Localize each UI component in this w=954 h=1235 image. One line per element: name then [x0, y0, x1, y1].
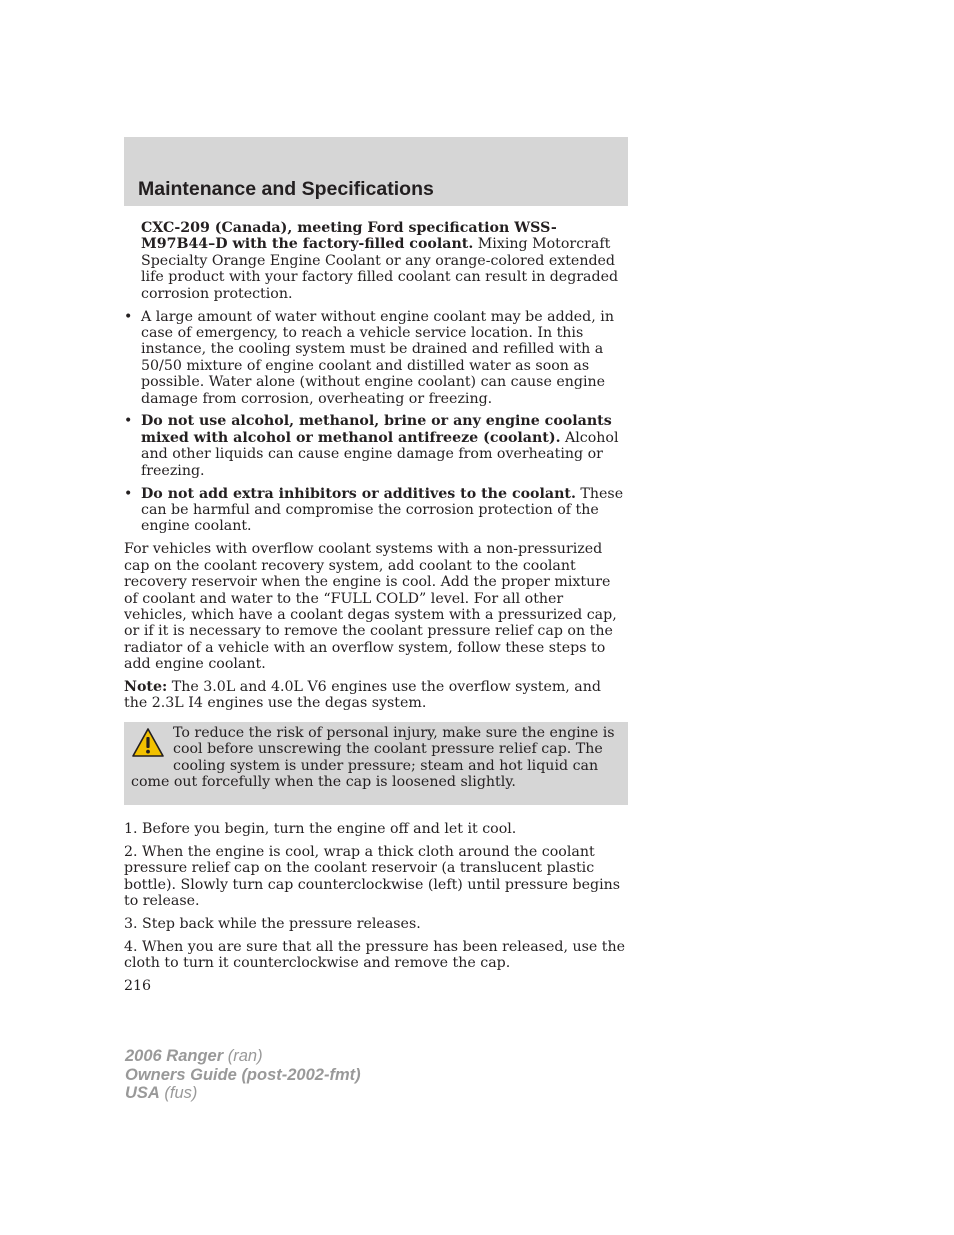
bullet-item	[124, 413, 628, 479]
bullet-text: Alcohol and other liquids can cause engine damage from overheating or freezing.	[141, 429, 619, 479]
footer-model: 2006 Ranger	[125, 1047, 224, 1065]
footer-line-1	[125, 1047, 361, 1066]
section-title: Maintenance and Specifications	[138, 178, 434, 200]
bullet-text: A large amount of water without engine coolant may be added, in case of emergency, to reach a vehicle service location. In this instance, the cooling system must be drained and refilled with a 50/50 mixture of engine coolant and distilled water as soon as possible. Water alone (without engine coolant) can cause engine damage from corrosion, overheating or freezing.	[141, 308, 614, 407]
note-label: Note:	[124, 679, 168, 696]
step-item: 3. Step back while the pressure releases.	[124, 916, 421, 933]
bullet-symbol: •	[124, 308, 133, 325]
footer-model-code: (ran)	[223, 1047, 263, 1065]
warning-text: To reduce the risk of personal injury, make sure the engine is cool before unscrewing the coolant pressure relief cap. The cooling system is under pressure; steam and hot liquid can come out forcefully when the cap is loosened slightly.	[131, 724, 615, 791]
footer-guide: Owners Guide (post-2002-fmt)	[125, 1065, 361, 1084]
warning-box	[124, 722, 628, 805]
bullet-bold-text: Do not use alcohol, methanol, brine or any engine coolants mixed with alcohol or methanol antifreeze (coolant).	[141, 413, 612, 446]
bullet-symbol: •	[124, 485, 133, 502]
intro-text: Mixing Motorcraft Specialty Orange Engine Coolant or any orange-colored extended life product with your factory filled coolant can result in degraded corrosion protection.	[141, 236, 619, 302]
bullet-item	[124, 486, 628, 535]
intro-bold: CXC-209 (Canada), meeting Ford specification WSS-M97B44–D with the factory-filled coolant.	[141, 220, 557, 253]
note-paragraph	[124, 679, 628, 712]
bullet-item	[124, 309, 628, 407]
section-header-band	[124, 137, 628, 206]
bullet-bold-text: Do not add extra inhibitors or additives to the coolant.	[141, 485, 576, 502]
bullet-text: These can be harmful and compromise the corrosion protection of the engine coolant.	[141, 485, 624, 535]
footer-line-3	[125, 1084, 361, 1103]
page-content	[124, 220, 628, 1001]
warning-triangle-icon	[131, 727, 165, 759]
intro-paragraph	[124, 220, 628, 302]
document-footer	[125, 1047, 361, 1103]
overflow-system-paragraph: For vehicles with overflow coolant systems with a non-pressurized cap on the coolant recovery system, add coolant to the coolant recovery reservoir when the engine is cool. Add the proper mixture of coolant and water to the “FULL COLD” level. For all other vehicles, which have a coolant degas system with a pressurized cap, or if it is necessary to remove the coolant pressure relief cap on the radiator of a vehicle with an overflow system, follow these steps to add engine coolant.	[124, 541, 617, 673]
step-item: 1. Before you begin, turn the engine off and let it cool.	[124, 821, 517, 837]
footer-market: USA	[125, 1084, 160, 1102]
footer-market-code: (fus)	[159, 1084, 198, 1102]
footer-line-2	[125, 1066, 361, 1085]
step-item: 4. When you are sure that all the pressure has been released, use the cloth to turn it counterclockwise and remove the cap.	[124, 938, 626, 972]
bullet-symbol: •	[124, 413, 133, 430]
page-number: 216	[124, 978, 152, 995]
step-item: 2. When the engine is cool, wrap a thick cloth around the coolant pressure relief cap on the coolant reservoir (a translucent plastic bottle). Slowly turn cap counterclockwise (left) until pressure begins to release.	[124, 843, 621, 910]
note-text: The 3.0L and 4.0L V6 engines use the overflow system, and the 2.3L I4 engines use the degas system.	[124, 679, 601, 712]
